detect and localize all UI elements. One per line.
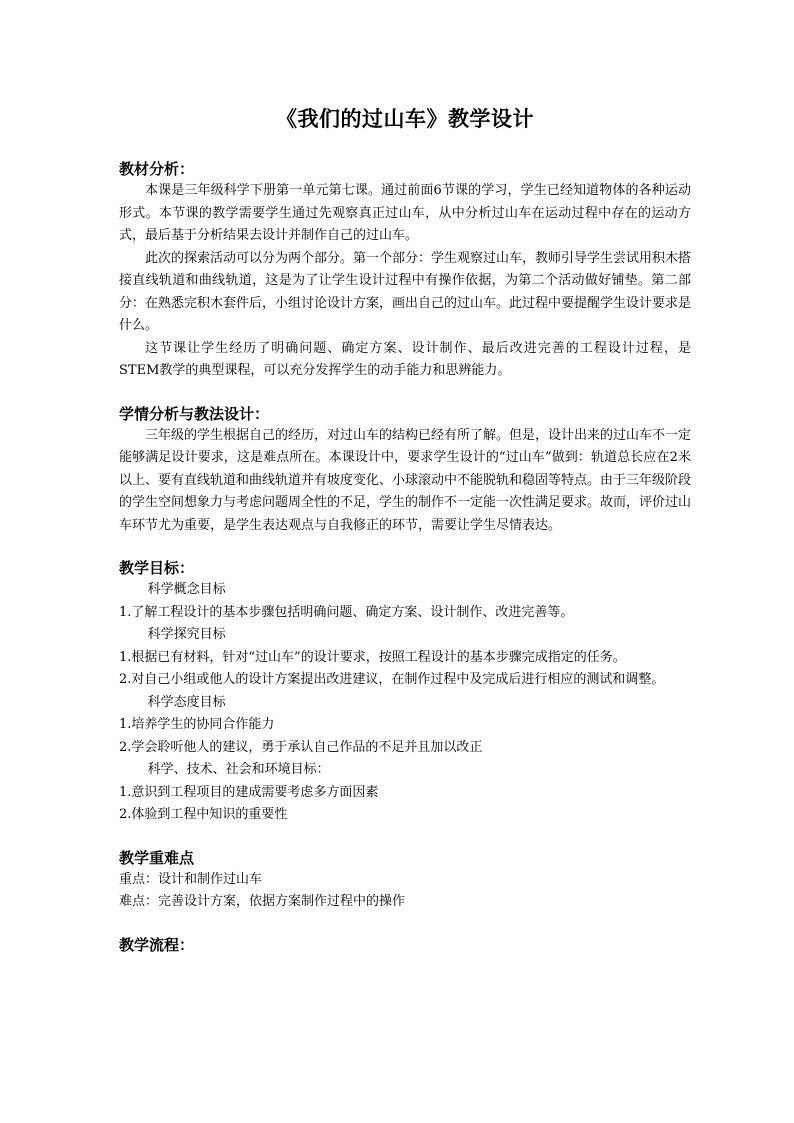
goal-item: 2.学会聆听他人的建议，勇于承认自己作品的不足并且加以改正	[119, 739, 483, 755]
paragraph: 这节课让学生经历了明确问题、确定方案、设计制作、最后改进完善的工程设计过程，是STEM教学的典型课程，可以充分发挥学生的动手能力和思辨能力。	[119, 340, 691, 378]
section-heading-goals: 教学目标：	[119, 559, 195, 577]
section-heading-keypoints: 教学重难点	[119, 848, 195, 867]
section-material	[119, 158, 691, 383]
goal-item: 1.意识到工程项目的建成需要考虑多方面因素	[119, 784, 379, 800]
goal-group-label: 科学态度目标	[147, 694, 226, 710]
document-page	[119, 106, 691, 976]
goal-group-label: 科学概念目标	[147, 582, 226, 597]
goal-group-label: 科学探究目标	[147, 627, 226, 642]
section-heading-process: 教学流程：	[119, 935, 195, 954]
section-keypoints	[119, 847, 691, 914]
goal-item: 1.根据已有材料，针对“过山车”的设计要求，按照工程设计的基本步骤完成指定的任务。	[119, 649, 626, 665]
section-goals	[119, 557, 691, 827]
document-title: 《我们的过山车》教学设计	[276, 106, 534, 131]
goal-item: 1.培养学生的协同合作能力	[119, 717, 275, 732]
goal-item: 2.体验到工程中知识的重要性	[119, 807, 288, 822]
goal-item: 2.对自己小组或他人的设计方案提出改进建议，在制作过程中及完成后进行相应的测试和调整。	[119, 672, 665, 687]
paragraph: 三年级的学生根据自己的经历，对过山车的结构已经有所了解。但是，设计出来的过山车不一定能够满足设计要求，这是难点所在。本课设计中，要求学生设计的“过山车”做到：轨道总长应在2米以上、要有直线轨道和曲线轨道并有坡度变化、小球滚动中不能脱轨和稳固等特点。由于三年级阶段的学生空间想象力与考虑问题周全性的不足，学生的制作不一定能一次性满足要求。故而，评价过山车环节尤为重要，是学生表达观点与自我修正的环节，需要让学生尽情表达。	[119, 427, 692, 533]
section-analysis	[119, 403, 691, 538]
keypoint-item: 难点：完善设计方案，依据方案制作过程中的操作	[119, 894, 406, 909]
section-heading-material: 教材分析：	[119, 160, 195, 178]
paragraph: 此次的探索活动可以分为两个部分。第一个部分：学生观察过山车，教师引导学生尝试用积木搭接直线轨道和曲线轨道，这是为了让学生设计过程中有操作依据，为第二个活动做好铺垫。第二部分：在熟悉完积木套件后，小组讨论设计方案，画出自己的过山车。此过程中要提醒学生设计要求是什么。	[119, 250, 692, 333]
keypoint-item: 重点：设计和制作过山车	[119, 871, 263, 887]
goal-item: 1.了解工程设计的基本步骤包括明确问题、确定方案、设计制作、改进完善等。	[119, 604, 574, 620]
section-heading-analysis: 学情分析与教法设计：	[119, 404, 270, 423]
goal-group-label: 科学、技术、社会和环境目标：	[147, 762, 330, 777]
section-process	[119, 934, 691, 956]
paragraph: 本课是三年级科学下册第一单元第七课。通过前面6节课的学习，学生已经知道物体的各种运动形式。本节课的教学需要学生通过先观察真正过山车，从中分析过山车在运动过程中存在的运动方式，最后基于分析结果去设计并制作自己的过山车。	[119, 183, 691, 243]
